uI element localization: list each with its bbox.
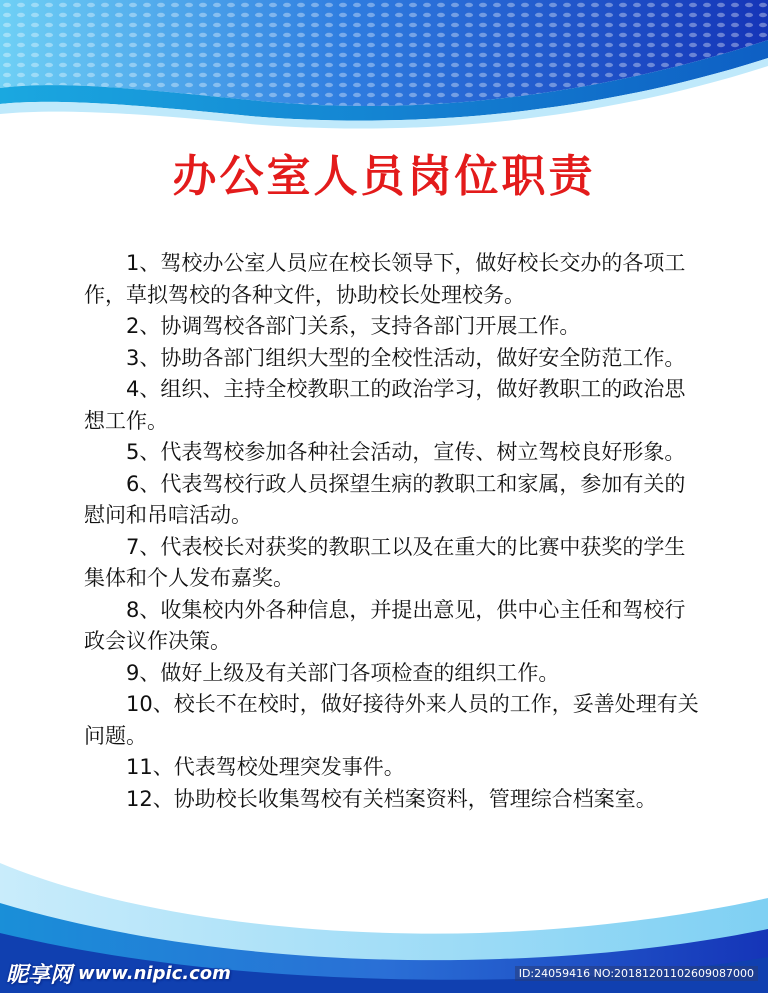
list-item: 12、协助校长收集驾校有关档案资料，管理综合档案室。 [126, 786, 657, 811]
watermark-url: www.nipic.com [78, 962, 231, 984]
list-item: 11、代表驾校处理突发事件。 [126, 755, 405, 779]
duty-list [84, 248, 704, 815]
list-item: 1、驾校办公室人员应在校长领导下，做好校长交办的各项工作，草拟驾校的各种文件，协助校长处理校务。 [84, 251, 686, 307]
list-item: 8、收集校内外各种信息，并提出意见，供中心主任和驾校行政会议作决策。 [84, 597, 686, 653]
list-item: 7、代表校长对获奖的教职工以及在重大的比赛中获奖的学生集体和个人发布嘉奖。 [84, 534, 686, 590]
watermark [6, 959, 231, 987]
watermark-brand: 昵享网 [6, 962, 73, 988]
list-item: 6、代表驾校行政人员探望生病的教职工和家属，参加有关的慰问和吊唁活动。 [84, 471, 686, 527]
list-item: 4、组织、主持全校教职工的政治学习，做好教职工的政治思想工作。 [84, 377, 686, 433]
header-wave-background [0, 0, 768, 140]
list-item: 3、协助各部门组织大型的全校性活动，做好安全防范工作。 [126, 345, 686, 370]
image-id-stamp: ID:24059416 NO:20181201102609087000 [515, 966, 758, 981]
list-item: 2、协调驾校各部门关系，支持各部门开展工作。 [126, 314, 581, 338]
list-item: 9、做好上级及有关部门各项检查的组织工作。 [126, 660, 560, 685]
page-title: 办公室人员岗位职责 [172, 151, 596, 202]
list-item: 5、代表驾校参加各种社会活动，宣传、树立驾校良好形象。 [126, 440, 686, 464]
list-item: 10、校长不在校时，做好接待外来人员的工作，妥善处理有关问题。 [84, 692, 699, 748]
